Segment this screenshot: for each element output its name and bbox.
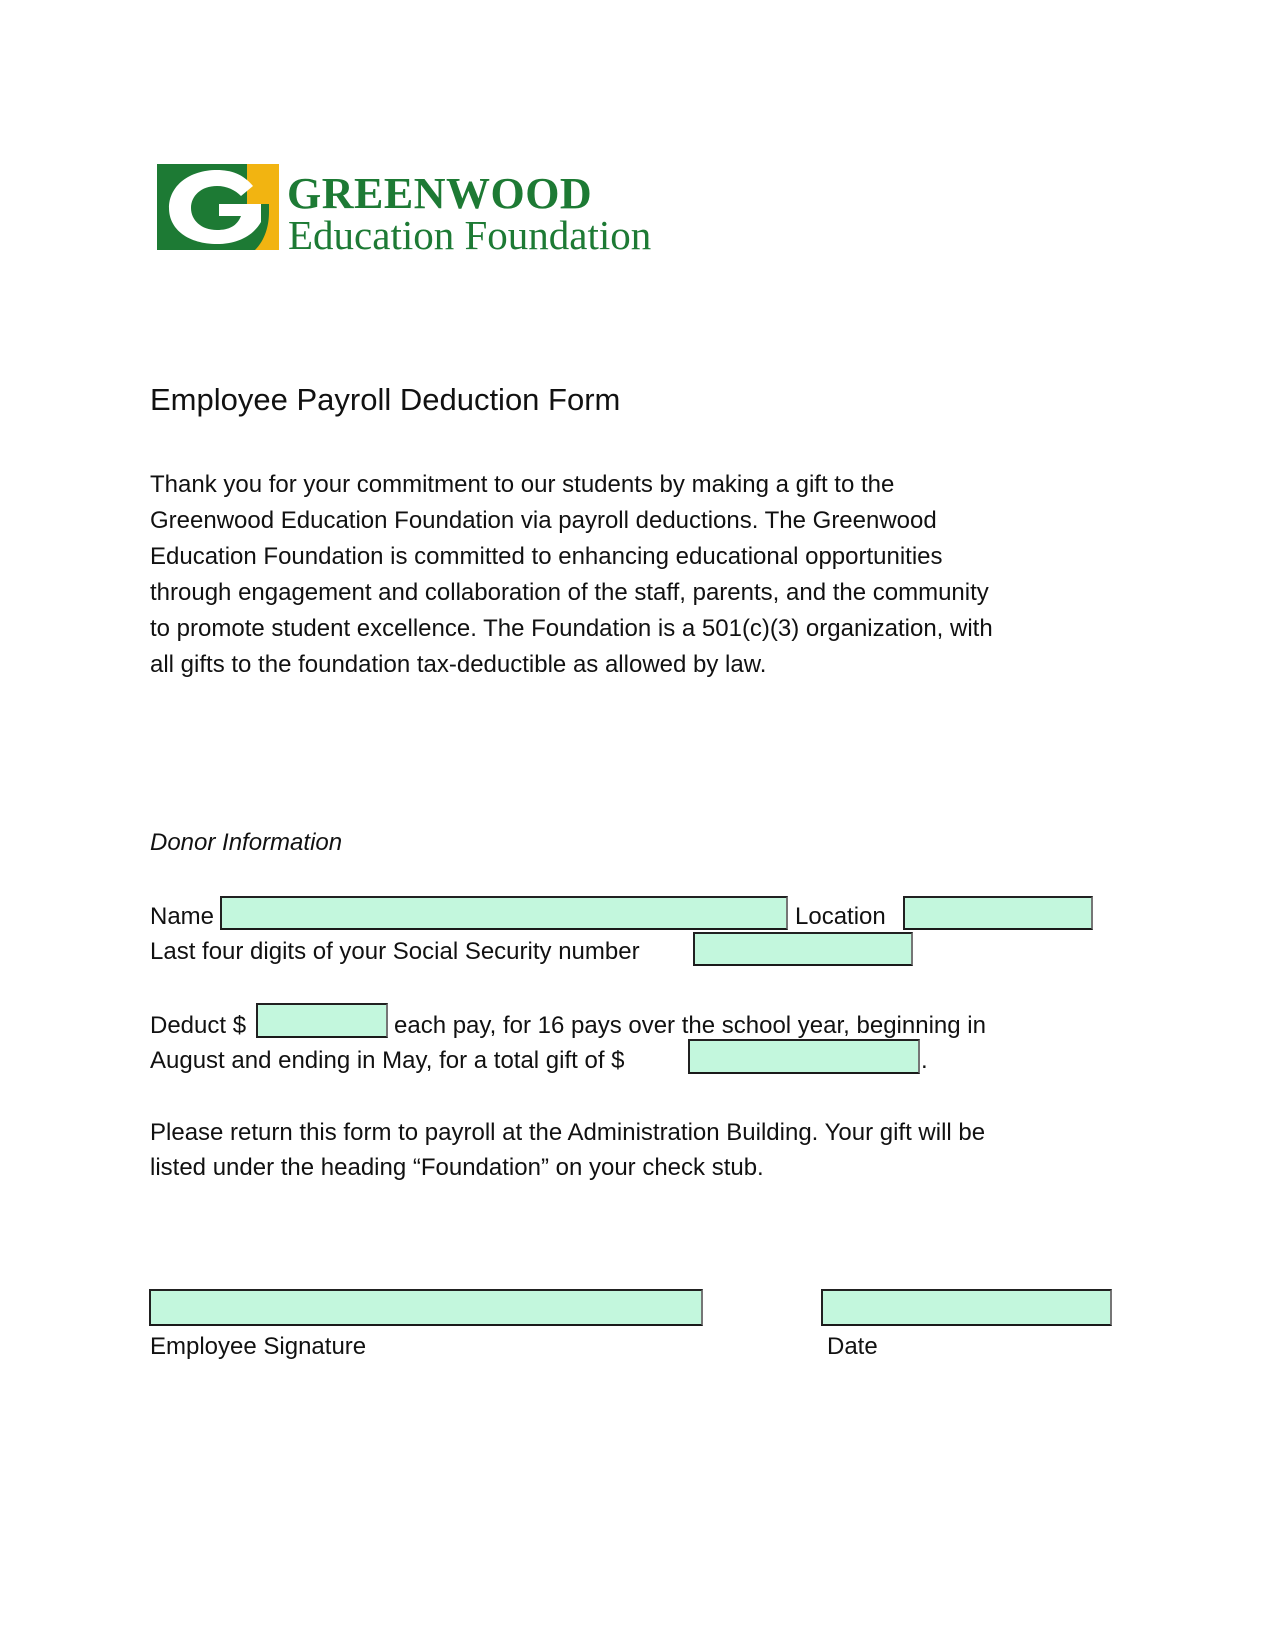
intro-line: to promote student excellence. The Foundation is a 501(c)(3) organization, with — [150, 615, 993, 642]
donor-info-heading: Donor Information — [150, 829, 343, 856]
intro-line: Greenwood Education Foundation via payroll deductions. The Greenwood — [150, 507, 937, 534]
name-field[interactable] — [220, 896, 788, 930]
total-gift-field[interactable] — [688, 1039, 920, 1074]
deduct-prefix: Deduct $ — [150, 1012, 247, 1039]
deduct-amount-field[interactable] — [256, 1003, 388, 1038]
name-label: Name — [150, 903, 215, 930]
date-label: Date — [827, 1333, 878, 1360]
logo-name-line1: GREENWOOD — [287, 169, 593, 218]
form-title: Employee Payroll Deduction Form — [150, 382, 621, 417]
logo-mark — [157, 164, 279, 250]
location-field[interactable] — [903, 896, 1093, 930]
intro-line: all gifts to the foundation tax-deductible as allowed by law. — [150, 651, 767, 678]
total-gift-suffix: . — [921, 1047, 928, 1074]
date-field[interactable] — [821, 1289, 1112, 1326]
intro-line: through engagement and collaboration of the staff, parents, and the community — [150, 579, 989, 606]
total-gift-prefix: August and ending in May, for a total gift of $ — [150, 1047, 625, 1074]
logo-name-line2: Education Foundation — [288, 212, 652, 258]
greenwood-g-logo-icon — [157, 164, 279, 250]
location-label: Location — [795, 903, 886, 930]
ssn-last-four-field[interactable] — [693, 932, 913, 966]
intro-line: Thank you for your commitment to our students by making a gift to the — [150, 471, 895, 498]
intro-paragraph — [150, 467, 1115, 683]
return-instructions-line: listed under the heading “Foundation” on your check stub. — [150, 1154, 764, 1181]
employee-signature-label: Employee Signature — [150, 1333, 367, 1360]
ssn-label: Last four digits of your Social Security number — [150, 938, 640, 965]
employee-signature-field[interactable] — [149, 1289, 703, 1326]
intro-line: Education Foundation is committed to enhancing educational opportunities — [150, 543, 943, 570]
deduct-suffix: each pay, for 16 pays over the school year, beginning in — [394, 1012, 986, 1039]
return-instructions-line: Please return this form to payroll at the Administration Building. Your gift will be — [150, 1119, 986, 1146]
